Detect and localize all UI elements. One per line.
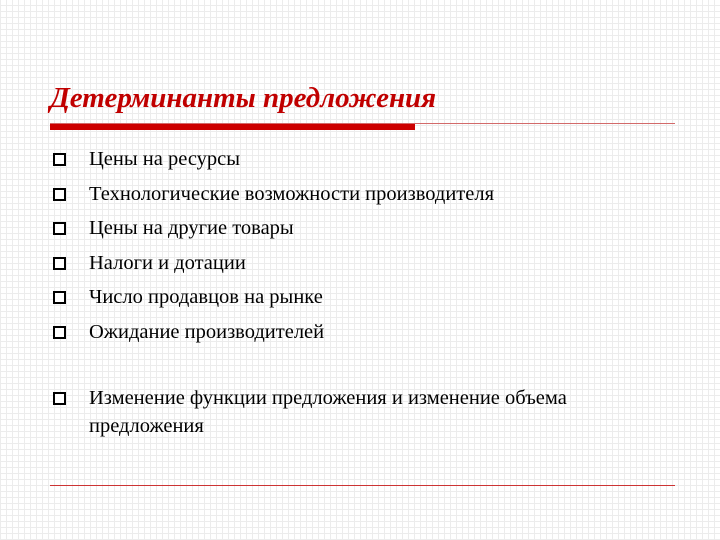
title-accent-bar: [50, 124, 415, 130]
hollow-square-bullet-icon: [53, 291, 66, 304]
list-item-text: Число продавцов на рынке: [89, 286, 323, 309]
hollow-square-bullet-icon: [53, 392, 66, 405]
footer-divider: [50, 485, 675, 486]
list-item: [50, 179, 494, 214]
list-item: [50, 248, 494, 283]
hollow-square-bullet-icon: [53, 153, 66, 166]
determinants-list: [50, 144, 494, 352]
list-item-text: Цены на ресурсы: [89, 148, 241, 170]
hollow-square-bullet-icon: [53, 326, 66, 339]
list-item: [50, 282, 494, 317]
list-item: [50, 213, 494, 248]
list-item: [50, 144, 494, 179]
list-item-text: Технологические возможности производителя: [89, 182, 495, 205]
hollow-square-bullet-icon: [53, 257, 66, 270]
list-item-text: Ожидание производителей: [89, 320, 325, 343]
list-item: [50, 317, 494, 352]
final-list-item: [50, 384, 670, 440]
final-list-item-text: Изменение функции предложения и изменение объема предложения: [89, 387, 567, 437]
slide-title: Детерминанты предложения: [50, 82, 437, 114]
hollow-square-bullet-icon: [53, 188, 66, 201]
list-item-text: Цены на другие товары: [89, 217, 294, 240]
hollow-square-bullet-icon: [53, 222, 66, 235]
list-item-text: Налоги и дотации: [89, 251, 246, 274]
